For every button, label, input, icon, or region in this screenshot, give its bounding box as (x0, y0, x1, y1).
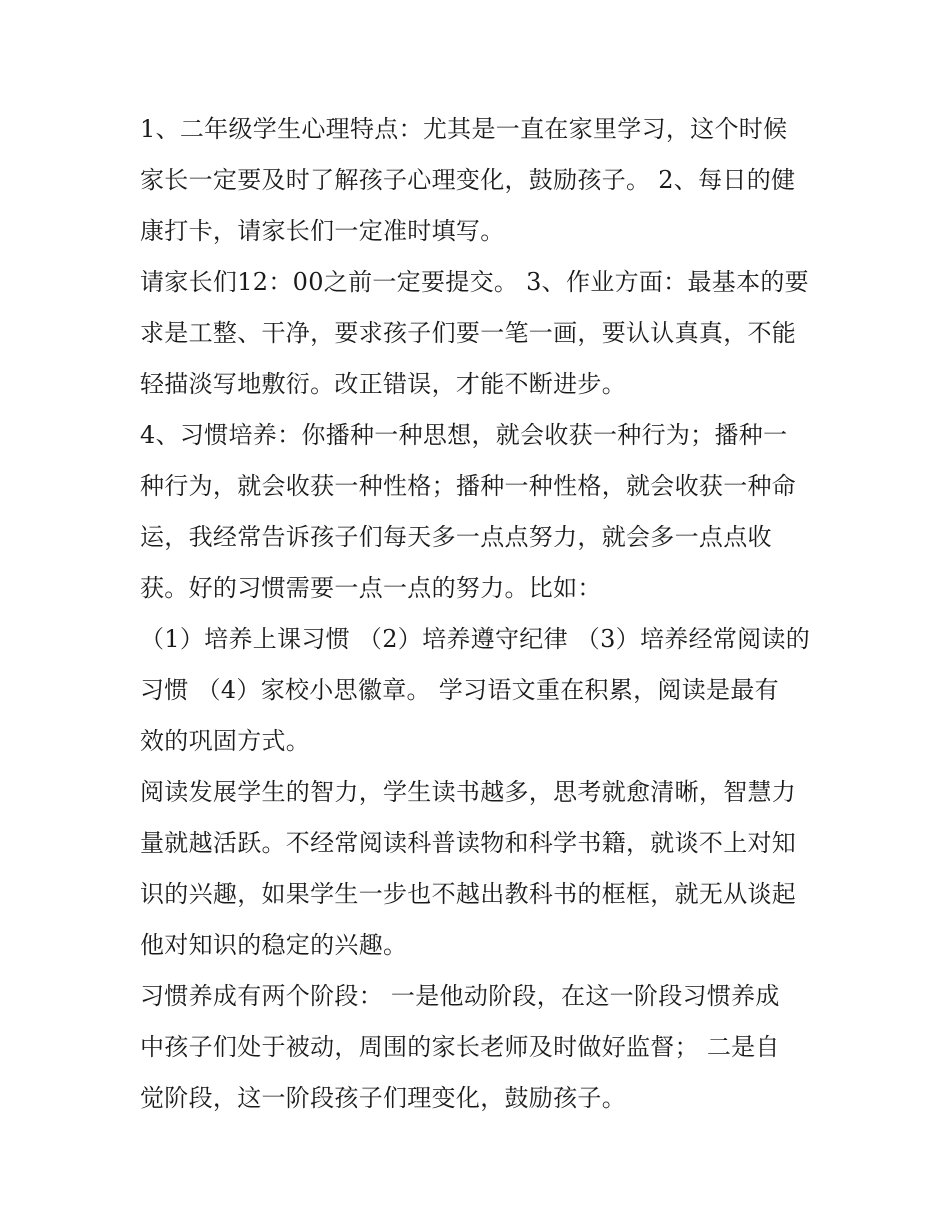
text-line: 习惯 （4）家校小思徽章。 学习语文重在积累，阅读是最有 (140, 676, 779, 704)
text-line: 中孩子们处于被动，周围的家长老师及时做好监督； 二是自 (140, 1033, 780, 1061)
text-line: 效的巩固方式。 (140, 727, 311, 755)
text-line: 习惯养成有两个阶段： 一是他动阶段，在这一阶段习惯养成 (140, 982, 780, 1010)
text-line: 康打卡，请家长们一定准时填写。 (140, 217, 505, 245)
paragraph-habit-stages (140, 971, 820, 1124)
text-line: 获。好的习惯需要一点一点的努力。比如： (140, 574, 602, 602)
paragraph-habit-list (140, 614, 820, 767)
document-body (140, 104, 820, 1124)
text-line: 4、习惯培养：你播种一种思想，就会收获一种行为；播种一 (140, 421, 788, 449)
text-line: 家长一定要及时了解孩子心理变化，鼓励孩子。 2、每日的健 (140, 166, 796, 194)
text-line: 他对知识的稳定的兴趣。 (140, 931, 408, 959)
text-line: 运，我经常告诉孩子们每天多一点点努力，就会多一点点收 (140, 523, 772, 551)
paragraph-psychology (140, 104, 820, 257)
text-line: 1、二年级学生心理特点：尤其是一直在家里学习，这个时候 (140, 115, 788, 143)
text-line: 量就越活跃。不经常阅读科普读物和科学书籍，就谈不上对知 (140, 829, 797, 857)
text-line: 种行为，就会收获一种性格；播种一种性格，就会收获一种命 (140, 472, 797, 500)
text-line: 阅读发展学生的智力，学生读书越多，思考就愈清晰，智慧力 (140, 778, 797, 806)
paragraph-reading (140, 767, 820, 971)
text-line: 求是工整、干净，要求孩子们要一笔一画，要认认真真，不能 (140, 319, 797, 347)
text-line: 请家长们12：00之前一定要提交。 3、作业方面：最基本的要 (140, 268, 809, 296)
text-line: 觉阶段，这一阶段孩子们理变化，鼓励孩子。 (140, 1084, 626, 1112)
text-line: 识的兴趣，如果学生一步也不越出教科书的框框，就无从谈起 (140, 880, 797, 908)
paragraph-homework (140, 257, 820, 410)
text-line: 轻描淡写地敷衍。改正错误，才能不断进步。 (140, 370, 626, 398)
paragraph-habits (140, 410, 820, 614)
text-line: （1）培养上课习惯 （2）培养遵守纪律 （3）培养经常阅读的 (140, 625, 811, 653)
